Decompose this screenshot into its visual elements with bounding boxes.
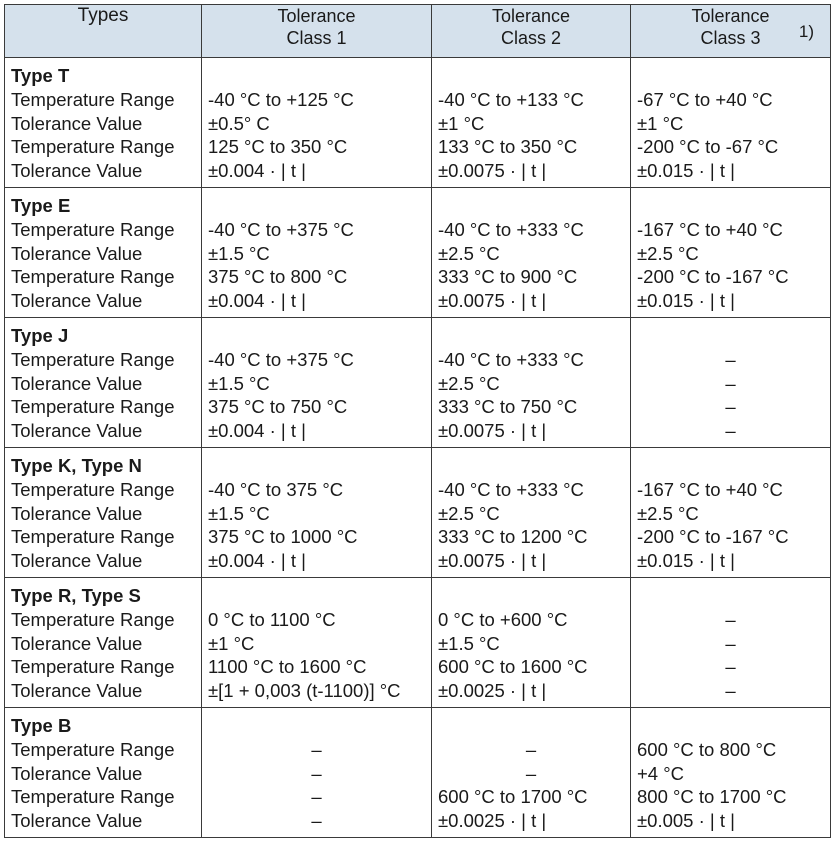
temperature-range-value: 125 °C to 350 °C: [208, 136, 348, 158]
tolerance-value: ±0.5° C: [208, 112, 270, 134]
tolerance-value-label: Tolerance Value: [11, 680, 143, 702]
class-1-cell: [202, 447, 432, 577]
header-class-3-line-2: Class 3: [700, 28, 761, 48]
class-1-cell: [202, 317, 432, 447]
temperature-range-label: Temperature Range: [11, 656, 175, 678]
tolerance-value: ±1.5 °C: [208, 242, 270, 264]
temperature-range-value: -40 °C to +333 °C: [438, 478, 584, 500]
tolerance-value: ±1.5 °C: [208, 502, 270, 524]
header-class-3: [631, 5, 831, 58]
tolerance-value-label: Tolerance Value: [11, 632, 143, 654]
header-row: [5, 5, 831, 58]
tolerance-value: ±0.0025 · | t |: [438, 680, 547, 702]
thermocouple-type: Type R, Type S: [11, 584, 141, 606]
types-cell: [5, 577, 202, 707]
header-class-3-footnote: 1): [798, 22, 814, 41]
tolerance-value: ±0.015 · | t |: [637, 290, 735, 312]
tolerance-value-label: Tolerance Value: [11, 160, 143, 182]
temperature-range-value: 800 °C to 1700 °C: [637, 786, 787, 808]
class-2-cell: [432, 317, 631, 447]
temperature-range-value: –: [525, 738, 537, 760]
tolerance-value: ±0.004 · | t |: [208, 160, 306, 182]
table-header: [5, 5, 831, 58]
class-3-cell: [631, 707, 831, 837]
tolerance-value: ±2.5 °C: [438, 502, 500, 524]
tolerance-value: ±2.5 °C: [438, 372, 500, 394]
tolerance-value: ±0.004 · | t |: [208, 290, 306, 312]
temperature-range-value: -40 °C to 375 °C: [208, 478, 344, 500]
tolerance-value: ±0.0075 · | t |: [438, 550, 547, 572]
temperature-range-value: -167 °C to +40 °C: [637, 218, 783, 240]
class-1-cell: [202, 707, 432, 837]
temperature-range-value: –: [311, 738, 322, 760]
tolerance-value: ±0.004 · | t |: [208, 420, 306, 442]
table-body: [5, 58, 831, 838]
temperature-range-value: -40 °C to +375 °C: [208, 348, 354, 370]
tolerance-value: ±0.0075 · | t |: [438, 420, 547, 442]
temperature-range-value: -40 °C to +125 °C: [208, 88, 354, 110]
temperature-range-value: -167 °C to +40 °C: [637, 478, 783, 500]
temperature-range-label: Temperature Range: [11, 218, 175, 240]
temperature-range-label: Temperature Range: [11, 738, 175, 760]
tolerance-value: ±0.0025 · | t |: [438, 810, 547, 832]
tolerance-value: –: [311, 762, 322, 784]
tolerance-value: ±1 °C: [637, 112, 684, 134]
tolerance-value: ±1.5 °C: [438, 632, 500, 654]
table-row-type-j: [5, 317, 831, 447]
temperature-range-value: -40 °C to +333 °C: [438, 218, 584, 240]
tolerance-value: ±2.5 °C: [637, 242, 699, 264]
temperature-range-value: 0 °C to +600 °C: [438, 608, 568, 630]
temperature-range-value: –: [725, 608, 736, 630]
tolerance-value: ±0.0075 · | t |: [438, 160, 547, 182]
tolerance-value: ±1.5 °C: [208, 372, 270, 394]
temperature-range-label: Temperature Range: [11, 608, 175, 630]
types-cell: [5, 58, 202, 188]
class-2-cell: [432, 707, 631, 837]
tolerance-value: ±1 °C: [208, 632, 255, 654]
types-cell: [5, 317, 202, 447]
header-types: [5, 5, 202, 58]
thermocouple-type: Type K, Type N: [11, 454, 142, 476]
temperature-range-value: –: [311, 786, 322, 808]
tolerance-value-label: Tolerance Value: [11, 810, 143, 832]
temperature-range-value: –: [725, 348, 736, 370]
table-row-type-r-type-s: [5, 577, 831, 707]
class-3-cell: [631, 577, 831, 707]
tolerance-value-label: Tolerance Value: [11, 372, 143, 394]
class-1-cell: [202, 58, 432, 188]
class-1-cell: [202, 187, 432, 317]
tolerance-value-label: Tolerance Value: [11, 112, 143, 134]
class-1-cell: [202, 577, 432, 707]
tolerance-value-label: Tolerance Value: [11, 290, 143, 312]
temperature-range-value: 333 °C to 750 °C: [438, 396, 578, 418]
tolerance-value: ±1 °C: [438, 112, 485, 134]
types-cell: [5, 187, 202, 317]
temperature-range-value: 1100 °C to 1600 °C: [208, 656, 367, 678]
table-row-type-e: [5, 187, 831, 317]
tolerance-value: ±0.015 · | t |: [637, 160, 735, 182]
thermocouple-type: Type E: [11, 194, 71, 216]
tolerance-value: ±0.0075 · | t |: [438, 290, 547, 312]
class-3-cell: [631, 317, 831, 447]
tolerance-value: +4 °C: [637, 762, 684, 784]
tolerance-value: –: [725, 680, 736, 702]
temperature-range-value: –: [725, 656, 736, 678]
temperature-range-value: -200 °C to -167 °C: [637, 266, 789, 288]
types-cell: [5, 707, 202, 837]
temperature-range-value: 600 °C to 1600 °C: [438, 656, 588, 678]
header-class-1: [202, 5, 432, 58]
tolerance-value: ±0.015 · | t |: [637, 550, 735, 572]
temperature-range-value: 333 °C to 900 °C: [438, 266, 578, 288]
temperature-range-label: Temperature Range: [11, 396, 175, 418]
temperature-range-label: Temperature Range: [11, 526, 175, 548]
header-class-2-line-2: Class 2: [500, 28, 562, 48]
temperature-range-label: Temperature Range: [11, 136, 175, 158]
class-3-cell: [631, 187, 831, 317]
table-row-type-t: [5, 58, 831, 188]
temperature-range-value: -40 °C to +333 °C: [438, 348, 584, 370]
table-row-type-k-type-n: [5, 447, 831, 577]
temperature-range-value: –: [725, 396, 736, 418]
temperature-range-value: 600 °C to 1700 °C: [438, 786, 588, 808]
tolerance-value: –: [725, 632, 736, 654]
header-class-2: [432, 5, 631, 58]
header-types-label: Types: [77, 5, 129, 26]
tolerance-value: –: [525, 762, 537, 784]
tolerance-value-label: Tolerance Value: [11, 420, 143, 442]
tolerance-value: ±0.005 · | t |: [637, 810, 735, 832]
temperature-range-value: 375 °C to 750 °C: [208, 396, 348, 418]
class-2-cell: [432, 58, 631, 188]
header-class-1-line-1: Tolerance: [277, 6, 356, 26]
temperature-range-label: Temperature Range: [11, 266, 175, 288]
class-2-cell: [432, 577, 631, 707]
class-2-cell: [432, 447, 631, 577]
table-row-type-b: [5, 707, 831, 837]
temperature-range-value: 333 °C to 1200 °C: [438, 526, 588, 548]
temperature-range-value: -67 °C to +40 °C: [637, 88, 773, 110]
temperature-range-label: Temperature Range: [11, 478, 175, 500]
temperature-range-value: 375 °C to 800 °C: [208, 266, 348, 288]
temperature-range-value: 133 °C to 350 °C: [438, 136, 578, 158]
class-3-cell: [631, 58, 831, 188]
tolerance-value-label: Tolerance Value: [11, 502, 143, 524]
tolerance-value: –: [311, 810, 322, 832]
tolerance-table: [4, 4, 831, 838]
tolerance-value-label: Tolerance Value: [11, 242, 143, 264]
thermocouple-type: Type J: [11, 324, 69, 346]
temperature-range-value: 375 °C to 1000 °C: [208, 526, 358, 548]
temperature-range-label: Temperature Range: [11, 786, 175, 808]
types-cell: [5, 447, 202, 577]
tolerance-value-label: Tolerance Value: [11, 762, 143, 784]
tolerance-value: –: [725, 420, 736, 442]
tolerance-value-label: Tolerance Value: [11, 550, 143, 572]
header-class-1-line-2: Class 1: [286, 28, 347, 48]
tolerance-value: ±[1 + 0,003 (t-1100)] °C: [208, 680, 401, 702]
temperature-range-value: 600 °C to 800 °C: [637, 738, 777, 760]
thermocouple-type: Type B: [11, 714, 72, 736]
thermocouple-type: Type T: [11, 65, 70, 86]
tolerance-value: ±2.5 °C: [637, 502, 699, 524]
temperature-range-value: -40 °C to +133 °C: [438, 88, 584, 110]
header-class-3-line-1: Tolerance: [691, 6, 770, 26]
temperature-range-value: -40 °C to +375 °C: [208, 218, 354, 240]
header-class-2-line-1: Tolerance: [491, 6, 571, 26]
class-2-cell: [432, 187, 631, 317]
tolerance-value: –: [725, 372, 736, 394]
temperature-range-value: -200 °C to -67 °C: [637, 136, 779, 158]
temperature-range-value: -200 °C to -167 °C: [637, 526, 789, 548]
class-3-cell: [631, 447, 831, 577]
temperature-range-value: 0 °C to 1100 °C: [208, 608, 336, 630]
temperature-range-label: Temperature Range: [11, 88, 175, 110]
tolerance-value: ±0.004 · | t |: [208, 550, 306, 572]
temperature-range-label: Temperature Range: [11, 348, 175, 370]
tolerance-value: ±2.5 °C: [438, 242, 500, 264]
